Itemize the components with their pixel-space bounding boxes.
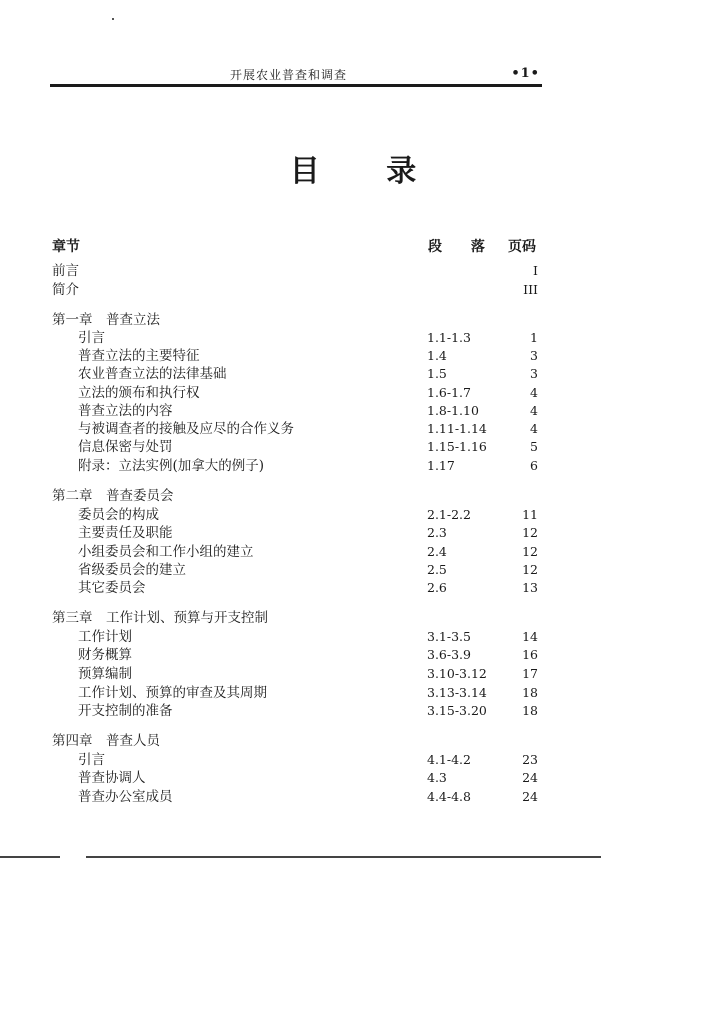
column-header-page: 页码 — [508, 239, 536, 255]
page-title: 目 录 — [289, 154, 445, 189]
toc-entry-label: 农业普查立法的法律基础 — [78, 366, 227, 382]
toc-entry-label: 第一章 普查立法 — [52, 312, 160, 328]
toc-entry-row — [0, 438, 714, 456]
toc-entry-label: 与被调查者的接触及应尽的合作义务 — [78, 421, 294, 437]
toc-entry-page: 23 — [522, 752, 538, 767]
toc-entry-row — [0, 751, 714, 769]
toc-entry-label: 引言 — [78, 752, 105, 768]
running-header — [50, 64, 542, 88]
header-page-number: •1• — [511, 66, 540, 81]
toc-entry-row — [0, 646, 714, 664]
column-header-chapter: 章节 — [52, 239, 80, 255]
toc-entry-row — [0, 524, 714, 542]
toc-entry-row — [0, 579, 714, 597]
toc-entry-row — [0, 702, 714, 720]
scan-speck — [112, 18, 114, 20]
header-rule — [50, 84, 542, 87]
toc-entry-paragraph: 1.15-1.16 — [427, 439, 487, 454]
toc-entry-paragraph: 2.4 — [427, 544, 447, 559]
toc-entry-row — [0, 665, 714, 683]
toc-entry-paragraph: 4.1-4.2 — [427, 752, 471, 767]
toc-entry-label: 前言 — [52, 263, 79, 279]
toc-entry-paragraph: 3.1-3.5 — [427, 629, 471, 644]
toc-entry-paragraph: 2.3 — [427, 525, 447, 540]
toc-entry-row — [0, 262, 714, 280]
toc-entry-label: 信息保密与处罚 — [78, 439, 173, 455]
toc-entry-label: 第三章 工作计划、预算与开支控制 — [52, 610, 268, 626]
header-title: 开展农业普查和调查 — [230, 68, 348, 82]
toc-entry-row — [0, 402, 714, 420]
toc-entry-paragraph: 4.4-4.8 — [427, 789, 471, 804]
toc-entry-page: 24 — [522, 789, 538, 804]
toc-chapter-row — [0, 487, 714, 505]
toc-chapter-row — [0, 732, 714, 750]
toc-entry-page: 3 — [530, 366, 538, 381]
toc-entry-label: 主要责任及职能 — [78, 525, 173, 541]
toc-entry-page: 13 — [522, 580, 538, 595]
toc-entry-page: 1 — [530, 330, 538, 345]
footer-rule — [86, 856, 601, 858]
toc-entry-page: 5 — [530, 439, 538, 454]
toc-entry-paragraph: 1.4 — [427, 348, 447, 363]
toc-entry-page: 4 — [530, 403, 538, 418]
toc-entry-page: 12 — [522, 562, 538, 577]
column-header-paragraph: 段 落 — [428, 239, 497, 255]
toc-entry-label: 附录：立法实例(加拿大的例子) — [78, 458, 265, 474]
toc-entry-page: 6 — [530, 458, 538, 473]
toc-entry-label: 第二章 普查委员会 — [52, 488, 174, 504]
toc-entry-row — [0, 384, 714, 402]
toc-entry-paragraph: 1.6-1.7 — [427, 385, 471, 400]
toc-entry-paragraph: 1.17 — [427, 458, 455, 473]
toc-entry-label: 引言 — [78, 330, 105, 346]
toc-entry-label: 简介 — [52, 282, 79, 298]
toc-entry-page: 18 — [522, 703, 538, 718]
toc-entry-page: 11 — [522, 507, 538, 522]
toc-entry-label: 普查立法的主要特征 — [78, 348, 200, 364]
toc-entry-page: I — [533, 263, 538, 278]
toc-entry-row — [0, 420, 714, 438]
toc-entry-label: 第四章 普查人员 — [52, 733, 160, 749]
toc-entry-paragraph: 1.1-1.3 — [427, 330, 471, 345]
toc-entry-label: 普查协调人 — [78, 770, 146, 786]
toc-entry-label: 预算编制 — [78, 666, 132, 682]
toc-entry-row — [0, 281, 714, 299]
toc-entry-row — [0, 543, 714, 561]
toc-entry-page: 12 — [522, 525, 538, 540]
toc-entry-page: 24 — [522, 770, 538, 785]
toc-entry-page: 14 — [522, 629, 538, 644]
toc-entry-page: 3 — [530, 348, 538, 363]
toc-entry-page: 12 — [522, 544, 538, 559]
toc-entry-paragraph: 3.10-3.12 — [427, 666, 487, 681]
toc-entry-paragraph: 1.8-1.10 — [427, 403, 479, 418]
toc-entry-paragraph: 3.13-3.14 — [427, 685, 487, 700]
toc-entry-paragraph: 2.6 — [427, 580, 447, 595]
toc-chapter-row — [0, 609, 714, 627]
toc-entry-row — [0, 457, 714, 475]
toc-entry-row — [0, 329, 714, 347]
toc-entry-paragraph: 2.5 — [427, 562, 447, 577]
toc-entry-paragraph: 4.3 — [427, 770, 447, 785]
toc-entry-row — [0, 788, 714, 806]
toc-entry-label: 普查立法的内容 — [78, 403, 173, 419]
toc-entry-label: 委员会的构成 — [78, 507, 159, 523]
toc-entry-row — [0, 347, 714, 365]
toc-entry-paragraph: 1.5 — [427, 366, 447, 381]
toc-entry-page: 4 — [530, 385, 538, 400]
toc-entry-row — [0, 684, 714, 702]
toc-entry-row — [0, 561, 714, 579]
toc-entry-page: 4 — [530, 421, 538, 436]
toc-chapter-row — [0, 311, 714, 329]
toc-entry-row — [0, 506, 714, 524]
toc-entry-row — [0, 628, 714, 646]
toc-entry-page: 16 — [522, 647, 538, 662]
toc-entry-paragraph: 3.6-3.9 — [427, 647, 471, 662]
toc-entry-label: 小组委员会和工作小组的建立 — [78, 544, 254, 560]
toc-entry-label: 省级委员会的建立 — [78, 562, 186, 578]
toc-entry-label: 立法的颁布和执行权 — [78, 385, 200, 401]
toc-entry-paragraph: 3.15-3.20 — [427, 703, 487, 718]
toc-entry-row — [0, 365, 714, 383]
toc-entry-label: 普查办公室成员 — [78, 789, 173, 805]
toc-entry-label: 工作计划、预算的审查及其周期 — [78, 685, 267, 701]
toc-entry-label: 工作计划 — [78, 629, 132, 645]
toc-entry-paragraph: 1.11-1.14 — [427, 421, 487, 436]
toc-entry-label: 其它委员会 — [78, 580, 146, 596]
toc-entry-row — [0, 769, 714, 787]
toc-entry-label: 开支控制的准备 — [78, 703, 173, 719]
toc-entry-page: III — [523, 282, 538, 297]
toc-entry-page: 17 — [522, 666, 538, 681]
toc-entry-label: 财务概算 — [78, 647, 132, 663]
toc-entry-paragraph: 2.1-2.2 — [427, 507, 471, 522]
toc-entry-page: 18 — [522, 685, 538, 700]
footer-rule-left — [0, 856, 60, 858]
